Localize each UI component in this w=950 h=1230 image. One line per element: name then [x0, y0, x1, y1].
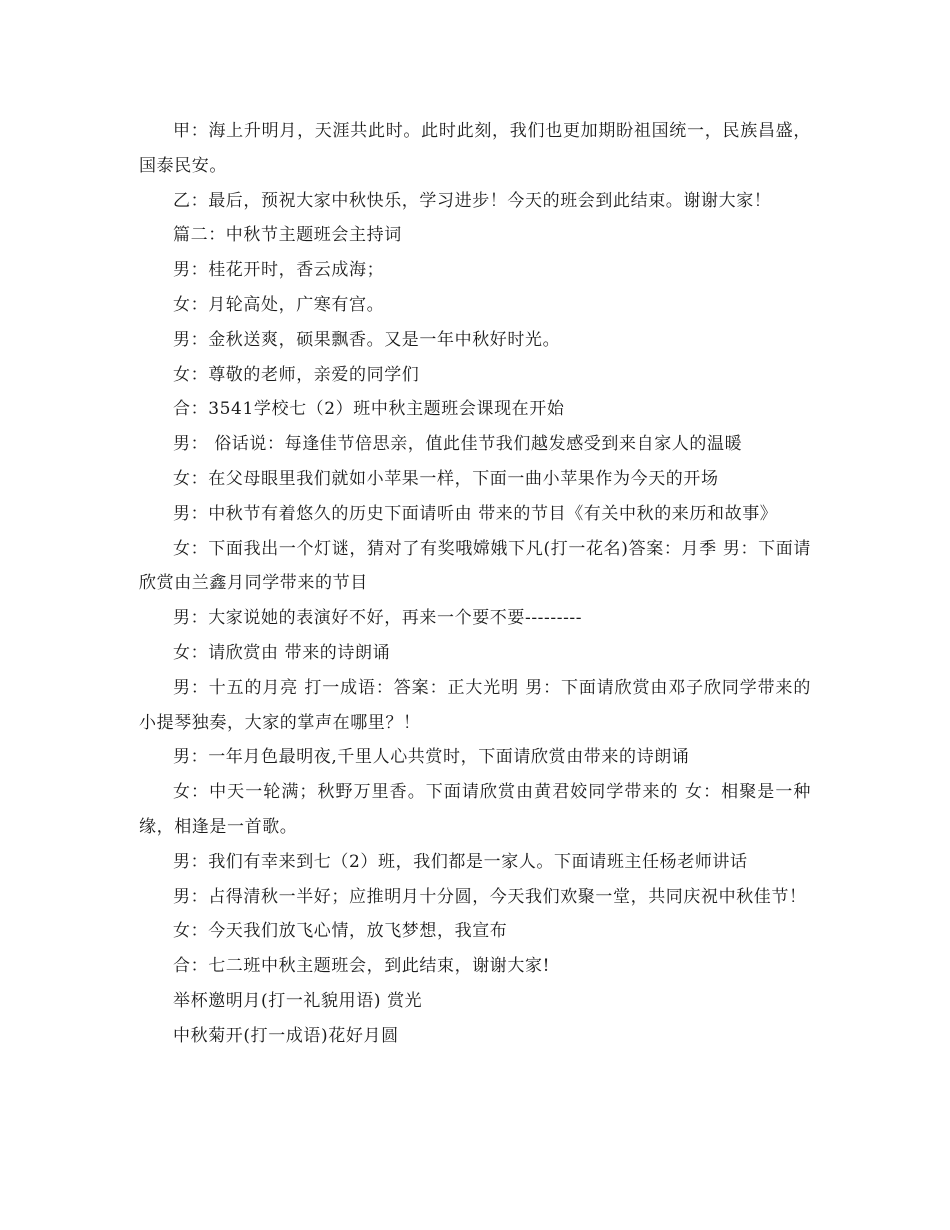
paragraph-9: 男： 俗话说：每逢佳节倍思亲，值此佳节我们越发感受到来自家人的温暖 [173, 434, 743, 455]
paragraph-18: 男：我们有幸来到七（2）班，我们都是一家人。下面请班主任杨老师讲话 [173, 851, 748, 872]
paragraph-19: 男：占得清秋一半好；应推明月十分圆，今天我们欢聚一堂，共同庆祝中秋佳节！ [173, 886, 807, 907]
section-heading: 篇二：中秋节主题班会主持词 [173, 225, 402, 246]
paragraph-12: 女：下面我出一个灯谜，猜对了有奖哦嫦娥下凡(打一花名)答案：月季 男：下面请欣赏由兰鑫月同学带来的节目 [139, 538, 811, 594]
paragraph-5: 女：月轮高处，广寒有宫。 [173, 294, 385, 315]
paragraph-4: 男：桂花开时，香云成海； [173, 260, 385, 281]
paragraph-13: 男：大家说她的表演好不好，再来一个要不要--------- [173, 608, 583, 629]
paragraph-7: 女：尊敬的老师，亲爱的同学们 [173, 364, 420, 385]
paragraph-20: 女：今天我们放飞心情，放飞梦想，我宣布 [173, 921, 508, 942]
paragraph-6: 男：金秋送爽，硕果飘香。又是一年中秋好时光。 [173, 329, 561, 350]
paragraph-14: 女：请欣赏由 带来的诗朗诵 [173, 642, 391, 663]
paragraph-15: 男：十五的月亮 打一成语：答案：正大光明 男：下面请欣赏由邓子欣同学带来的小提琴独奏，大家的掌声在哪里？！ [139, 677, 811, 733]
paragraph-2: 乙：最后，预祝大家中秋快乐，学习进步！今天的班会到此结束。谢谢大家！ [173, 190, 772, 211]
paragraph-22: 举杯邀明月(打一礼貌用语) 赏光 [173, 990, 423, 1011]
paragraph-16: 男：一年月色最明夜,千里人心共赏时，下面请欣赏由带来的诗朗诵 [173, 747, 690, 768]
paragraph-11: 男：中秋节有着悠久的历史下面请听由 带来的节目《有关中秋的来历和故事》 [173, 503, 778, 524]
paragraph-21: 合：七二班中秋主题班会，到此结束，谢谢大家! [173, 956, 551, 977]
paragraph-23: 中秋菊开(打一成语)花好月圆 [173, 1025, 399, 1046]
paragraph-1: 甲：海上升明月，天涯共此时。此时此刻，我们也更加期盼祖国统一，民族昌盛，国泰民安。 [139, 121, 811, 176]
document-body [139, 114, 811, 1054]
paragraph-10: 女：在父母眼里我们就如小苹果一样，下面一曲小苹果作为今天的开场 [173, 468, 719, 489]
paragraph-8: 合：3541学校七（2）班中秋主题班会课现在开始 [173, 399, 565, 420]
paragraph-17: 女：中天一轮满；秋野万里香。下面请欣赏由黄君姣同学带来的 女：相聚是一种缘，相逢是一首歌。 [139, 782, 811, 837]
